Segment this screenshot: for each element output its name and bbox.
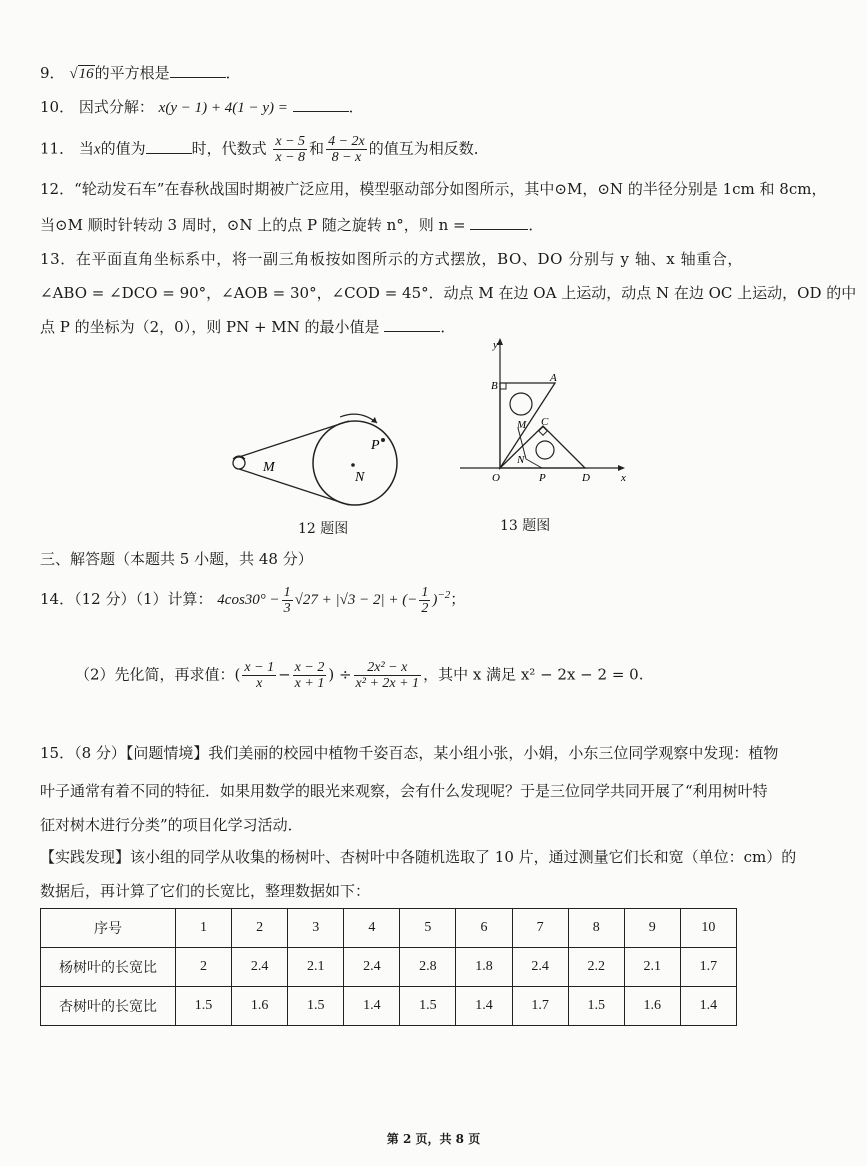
text: ，其中 x 满足 x² − 2x − 2 = 0.: [423, 665, 644, 684]
circle-m: [233, 457, 245, 469]
question-number: 10．: [40, 98, 75, 116]
table-header-row: [41, 909, 737, 948]
question-13-line-1: 13．在平面直角坐标系中，将一副三角板按如图所示的方式摆放，BO、DO 分别与 y 轴、x 轴重合，: [40, 250, 744, 268]
text: （2）先化简，再求值：(: [75, 665, 241, 684]
table-cell: 1.8: [456, 948, 512, 987]
answer-blank: [384, 317, 440, 332]
punct: ；: [450, 590, 466, 608]
text: 的值互为相反数．: [368, 139, 489, 158]
text: 当: [78, 139, 94, 158]
circle-n: [313, 421, 397, 505]
fraction: [293, 660, 327, 691]
table-header-cell: 1: [176, 909, 232, 948]
label-p: P: [539, 472, 546, 484]
question-10: [40, 96, 364, 119]
math-expression: x(y − 1) + 4(1 − y) =: [158, 100, 288, 116]
table-cell: 1.5: [400, 987, 456, 1026]
table-row-label: 杨树叶的长宽比: [41, 948, 176, 987]
table-cell: 2.1: [624, 948, 680, 987]
question-14-part-2: [75, 660, 643, 691]
question-15-line-3: 征对树木进行分类”的项目化学习活动．: [40, 816, 303, 834]
table-cell: 2.2: [568, 948, 624, 987]
figure-12-caption: 12 题图: [298, 521, 349, 537]
text: 的值为: [100, 139, 146, 158]
label-p: P: [371, 438, 380, 453]
answer-blank: [293, 97, 349, 112]
table-cell: 1.7: [512, 987, 568, 1026]
text: 点 P 的坐标为（2，0），则 PN + MN 的最小值是: [40, 318, 380, 336]
denominator: x − 8: [275, 150, 306, 165]
question-text: 因式分解：: [78, 98, 154, 116]
denominator: x² + 2x + 1: [355, 676, 420, 691]
text: 时，代数式: [191, 139, 267, 158]
numerator: x − 5: [275, 134, 306, 149]
answer-blank: [146, 139, 192, 154]
text: 和: [309, 139, 325, 158]
table-header-cell: 5: [400, 909, 456, 948]
table-cell: 2.4: [512, 948, 568, 987]
table-cell: 1.7: [680, 948, 736, 987]
question-number: 9．: [40, 64, 65, 82]
fraction: [282, 585, 293, 616]
fraction: [354, 660, 422, 691]
exponent: −2: [437, 589, 451, 601]
numerator: x − 1: [244, 660, 275, 675]
label-a: A: [550, 372, 557, 384]
segment-np: [526, 459, 542, 468]
figure-13-caption: 13 题图: [500, 518, 551, 534]
operator: ) ÷: [328, 665, 352, 684]
answer-blank: [170, 63, 226, 78]
x-axis-arrow-icon: [618, 465, 625, 471]
table-header-cell: 8: [568, 909, 624, 948]
label-d: D: [582, 472, 590, 484]
label-y: y: [493, 339, 498, 351]
triangle-cod: [500, 426, 585, 468]
question-number: 11．: [40, 139, 75, 158]
table-header-cell: 6: [456, 909, 512, 948]
operator: −: [278, 665, 291, 684]
protractor-hole-1: [510, 393, 532, 415]
fraction: [273, 134, 307, 165]
table-row-label: 杏树叶的长宽比: [41, 987, 176, 1026]
text: 14．（12 分）（1）计算：: [40, 590, 213, 608]
punct: ．: [348, 98, 364, 116]
label-x: x: [621, 472, 626, 484]
leaf-ratio-table: [40, 908, 737, 1026]
text: 当⊙M 顺时针转动 3 周时，⊙N 上的点 P 随之旋转 n°，则 n =: [40, 216, 466, 234]
math-expression: 4cos30° −: [217, 592, 280, 608]
math-expression: √27 + |√3 − 2| + (−: [294, 592, 418, 608]
table-header-cell: 2: [232, 909, 288, 948]
denominator: 8 − x: [331, 150, 362, 165]
point-p-dot: [381, 438, 385, 442]
table-cell: 2.4: [344, 948, 400, 987]
math-expression: ): [432, 592, 438, 608]
numerator: x − 2: [294, 660, 325, 675]
question-15-line-5: 数据后，再计算了它们的长宽比，整理数据如下：: [40, 882, 371, 900]
numerator: 2x² − x: [354, 660, 422, 676]
table-cell: 2: [176, 948, 232, 987]
denominator: x: [256, 676, 263, 691]
table-cell: 1.5: [176, 987, 232, 1026]
table-header-cell: 7: [512, 909, 568, 948]
table-cell: 2.4: [232, 948, 288, 987]
protractor-hole-2: [536, 441, 554, 459]
question-11: [40, 134, 489, 165]
belt-bottom: [239, 469, 349, 505]
table-row: [41, 948, 737, 987]
fraction: [242, 660, 276, 691]
page-footer: 第 2 页，共 8 页: [386, 1132, 481, 1146]
sqrt-radicand: 16: [78, 66, 94, 82]
table-cell: 2.8: [400, 948, 456, 987]
center-n-dot: [351, 463, 355, 467]
table-cell: 1.5: [288, 987, 344, 1026]
figure-12: [225, 405, 405, 515]
question-15-line-1: 15．（8 分）【问题情境】我们美丽的校园中植物千姿百态，某小组小张，小娟，小东三位同学观察中发现：植物: [40, 744, 779, 762]
table-header-cell: 序号: [41, 909, 176, 948]
label-c: C: [541, 416, 549, 428]
question-12-line-2: [40, 214, 543, 236]
numerator: 1: [283, 584, 291, 600]
table-cell: 1.5: [568, 987, 624, 1026]
question-12-line-1: 12．“轮动发石车”在春秋战国时期被广泛应用，模型驱动部分如图所示，其中⊙M，⊙N 的半径分别是 1cm 和 8cm，: [40, 180, 827, 198]
table-header-cell: 10: [680, 909, 736, 948]
table-cell: 1.6: [624, 987, 680, 1026]
numerator: 1: [421, 584, 429, 600]
table-header-cell: 4: [344, 909, 400, 948]
question-text: 的平方根是: [94, 64, 170, 82]
question-13-line-3: [40, 316, 455, 338]
label-m: M: [263, 460, 275, 475]
belt-top: [239, 421, 349, 457]
question-13-line-2: ∠ABO = ∠DCO = 90°，∠AOB = 30°，∠COD = 45°．动点 M 在边 OA 上运动，动点 N 在边 OC 上运动，OD 的中: [40, 284, 857, 302]
fraction: $\frac{1}{2}$: [421, 584, 429, 616]
question-9: 9． √16的平方根是 ．: [40, 64, 241, 82]
label-m: M: [517, 419, 527, 431]
right-angle-b: [500, 383, 506, 389]
label-n: N: [517, 454, 525, 466]
table-cell: 2.1: [288, 948, 344, 987]
punct: ．: [440, 318, 456, 336]
table-header-cell: 9: [624, 909, 680, 948]
question-14-part-1: [40, 584, 465, 616]
question-15-line-4: 【实践发现】该小组的同学从收集的杨树叶、杏树叶中各随机选取了 10 片，通过测量它们长和宽（单位：cm）的: [40, 848, 797, 866]
table-cell: 1.6: [232, 987, 288, 1026]
label-o: O: [492, 472, 500, 484]
numerator: 4 − 2x: [328, 134, 365, 149]
y-axis-arrow-icon: [497, 338, 503, 345]
table-row: [41, 987, 737, 1026]
punct: ．: [528, 216, 544, 234]
section-3-heading: 三、解答题（本题共 5 小题，共 48 分）: [40, 550, 313, 568]
question-15-line-2: 叶子通常有着不同的特征．如果用数学的眼光来观察，会有什么发现呢？于是三位同学共同开展了“利用树叶特: [40, 782, 768, 800]
table-cell: 1.4: [456, 987, 512, 1026]
fraction: [326, 134, 367, 165]
label-b: B: [491, 380, 498, 392]
table-cell: 1.4: [680, 987, 736, 1026]
denominator: 3: [283, 600, 291, 616]
denominator: x + 1: [294, 676, 325, 691]
table-cell: 1.4: [344, 987, 400, 1026]
table-header-cell: 3: [288, 909, 344, 948]
answer-blank: [470, 215, 528, 230]
variable: x: [93, 141, 101, 158]
punct: ．: [225, 64, 241, 82]
figure-13: [455, 336, 630, 494]
label-n: N: [355, 470, 365, 485]
